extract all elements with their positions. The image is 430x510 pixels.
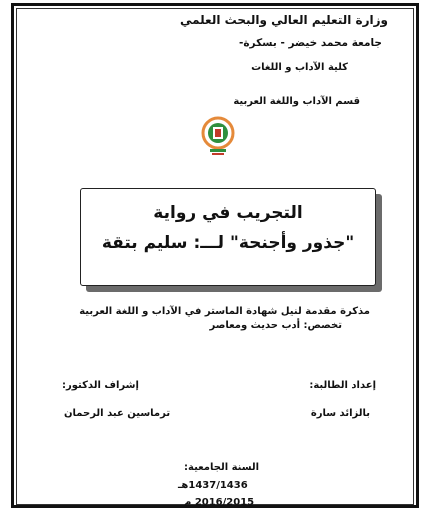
specialty-line: تخصص: أدب حديث ومعاصر xyxy=(209,320,342,331)
department-line: قسم الآداب واللغة العربية xyxy=(233,96,360,107)
university-seal-icon xyxy=(200,116,236,156)
student-name: بالزائد سارة xyxy=(310,408,370,419)
prepared-by-label: إعداد الطالبة: xyxy=(309,380,376,391)
hijri-year: 1437/1436هـ xyxy=(178,480,248,491)
university-line: جامعة محمد خيضر - بسكرة- xyxy=(238,37,382,49)
ministry-line: وزارة التعليم العالي والبحث العلمي xyxy=(179,13,388,27)
title-box xyxy=(80,188,376,286)
thesis-title-line-1: التجريب في رواية xyxy=(153,203,303,223)
thesis-title-line-2: "جذور وأجنحة" لـــ: سليم بتقة xyxy=(101,233,355,253)
supervised-by-label: إشراف الدكتور: xyxy=(62,380,139,391)
academic-year-label: السنة الجامعية: xyxy=(184,462,260,473)
memo-description: مذكرة مقدمة لنيل شهادة الماستر في الآداب و اللغة العربية xyxy=(79,306,370,317)
gregorian-year: 2016/2015 م xyxy=(184,497,255,508)
faculty-line: كلية الآداب و اللغات xyxy=(251,62,348,73)
supervisor-name: ترماسين عبد الرحمان xyxy=(64,408,171,419)
